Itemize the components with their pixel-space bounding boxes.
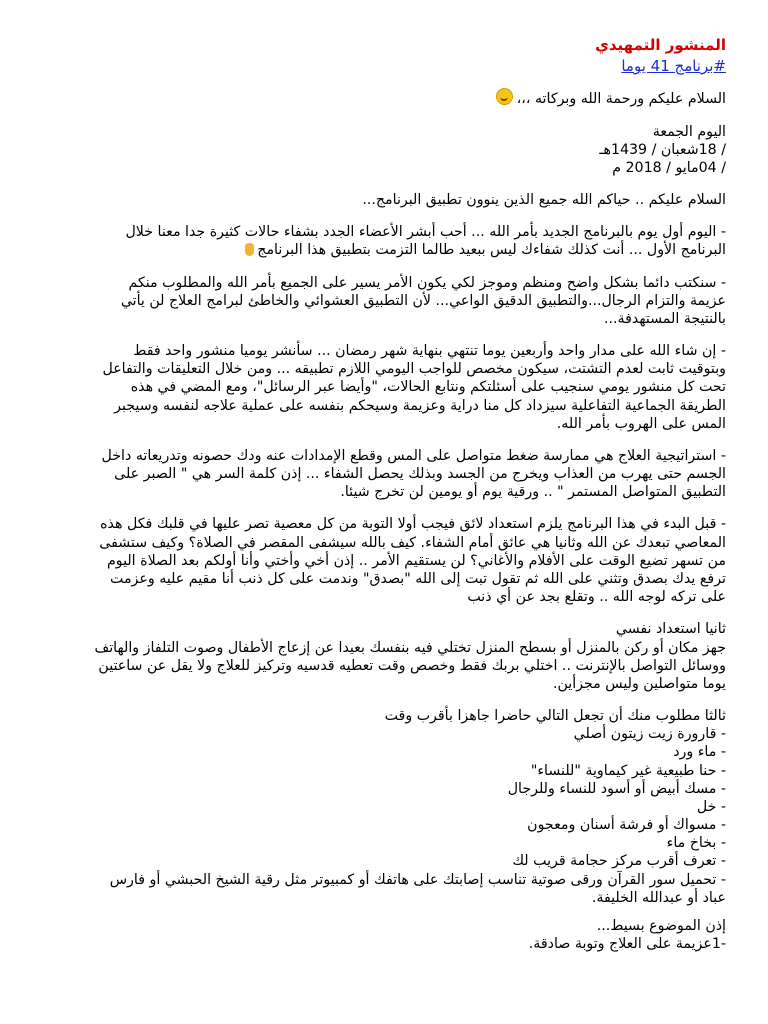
section2-body: جهز مكان أو ركن بالمنزل أو بسطح المنزل تختلي فيه بنفسك بعيدا عن إزعاج الأطفال وصوت التلفاز والهاتف ووسائل التواصل بالإنترنت .. اختلي بربك فقط وخصص وقت تعطيه قدسيه وتركيز للعلاج ولا يقل عن ساعتين يوما متواصلين وليس مجزأين. <box>94 639 726 692</box>
greeting <box>88 88 726 108</box>
intro-text: السلام عليكم .. حياكم الله جميع الذين ينوون تطبيق البرنامج... <box>362 192 726 209</box>
date-day: اليوم الجمعة <box>652 123 726 140</box>
list-item: - ماء ورد <box>673 744 726 761</box>
spacer <box>88 328 726 342</box>
spacer <box>88 109 726 123</box>
date-gregorian: / 04مايو / 2018 م <box>612 159 726 176</box>
smiling-face-icon <box>496 88 513 105</box>
spacer <box>88 693 726 707</box>
conclusion-line-1: إذن الموضوع بسيط... <box>596 917 726 934</box>
list-item: - حنا طبيعية غير كيماوية "للنساء" <box>530 762 726 779</box>
paragraph-3: - إن شاء الله على مدار واحد وأربعين يوما تنتهي بنهاية شهر رمضان ... سأنشر يوميا منشور واحد فقط وبتوقيت ثابت لعدم التشتت، سيكون مخصص للواجب اليومي اللازم تطبيقه ... ومن خلال التعليقات والتفاعل تحت كل منشور يومي سنجيب على أسئلتكم ونتابع الحالات، "وأيضا عبر الرسائل"، ومع المضي في هذه الطريقة الجماعية التفاعلية سيزداد كل منا دراية وعزيمة وسيحكم بنفسه على عملية علاجه لنفسه وسيجبر المس على الهروب بأمر الله. <box>102 343 726 432</box>
spacer <box>88 177 726 191</box>
requirements-list <box>88 725 726 907</box>
list-item: - تعرف أقرب مركز حجامة قريب لك <box>512 853 726 870</box>
spacer <box>88 907 726 917</box>
paragraph-1-text: - اليوم أول يوم بالبرنامج الجديد بأمر الله ... أحب أبشر الأعضاء الجدد بشفاء حالات كثيرة جدا معنا خلال البرنامج الأول ... أنت كذلك شفاءك ليس ببعيد طالما التزمت بتطبيق هذا البرنامج <box>125 224 726 259</box>
list-item: - مسواك أو فرشة أسنان ومعجون <box>527 817 726 834</box>
paragraph-4: - استراتيجية العلاج هي ممارسة ضغط متواصل على المس وقطع الإمدادات عنه ودك حصونه وتدريعاته داخل الجسم حتى يهرب من العذاب ويخرج من الجسد وبذلك يحصل الشفاء ... إذن كلمة السر هي " الصبر على التطبيق المتواصل المستمر " .. ورقية يوم أو يومين لن تخرج شيئا. <box>101 447 726 501</box>
paragraph-5: - قبل البدء في هذا البرنامج يلزم استعداد لائق فيجب أولا التوبة من كل معصية تصر عليها في قلبك فكل هذه المعاصي تبعدك عن الله وثانيا هي عائق أمام الشفاء. كيف بالله سيشفى المقصر في الصلاة؟ وكيف ستشفى من تسهر تضيع الوقت على الأفلام والأغاني؟ لن يستقيم الأمر .. إذن أخي وأختي وأنا أولكم بعد الصلاة اليوم ترفع يدك بصدق وتثني على الله ثم تقول تبت إلى الله "بصدق" وندمت على كل ذنب أنا مقيم عليه وعزمت على تركه لوجه الله .. وتقلع بجد عن أي ذنب <box>99 516 726 606</box>
post-title: المنشور التمهيدي <box>595 36 726 54</box>
section3-heading: ثالثا مطلوب منك أن تجعل التالي حاضرا جاهزا بأقرب وقت <box>384 708 726 725</box>
hashtag-link[interactable]: #برنامج 41 يوما <box>621 57 726 76</box>
paragraph-2: - سنكتب دائما بشكل واضح ومنظم وموجز لكي يكون الأمر يسير على الجميع بأمر الله والمطلوب منكم عزيمة والتزام الرجال...والتطبيق الدقيق الواعي... لأن التطبيق العشوائي والخاطئ لبرامج العلاج لن يأتي بالنتيجة المستهدفة... <box>120 274 726 327</box>
spacer <box>88 433 726 447</box>
spacer <box>88 260 726 274</box>
spacer <box>88 606 726 620</box>
list-item: - بخاخ ماء <box>666 835 726 852</box>
spacer <box>88 501 726 515</box>
document <box>88 36 726 953</box>
date-hijri: / 18شعبان / 1439هـ <box>599 141 726 158</box>
paragraph-1 <box>88 223 726 259</box>
spacer <box>88 209 726 223</box>
pointing-hand-icon <box>245 243 254 256</box>
list-item: - خل <box>696 798 726 815</box>
greeting-text: السلام عليكم ورحمة الله وبركاته ،،، <box>516 91 726 108</box>
list-item: - قارورة زيت زيتون أصلي <box>573 726 726 743</box>
list-item: - مسك أبيض أو أسود للنساء وللرجال <box>507 780 726 797</box>
list-item: - تحميل سور القرآن ورقى صوتية تناسب إصابتك على هاتفك أو كمبيوتر مثل رقية الشيخ الحبشي أو فارس عباد أو عبدالله الخليفة. <box>109 871 726 906</box>
conclusion-line-2: -1عزيمة على العلاج وتوبة صادقة. <box>528 936 726 953</box>
section2-heading: ثانيا استعداد نفسي <box>615 621 726 638</box>
